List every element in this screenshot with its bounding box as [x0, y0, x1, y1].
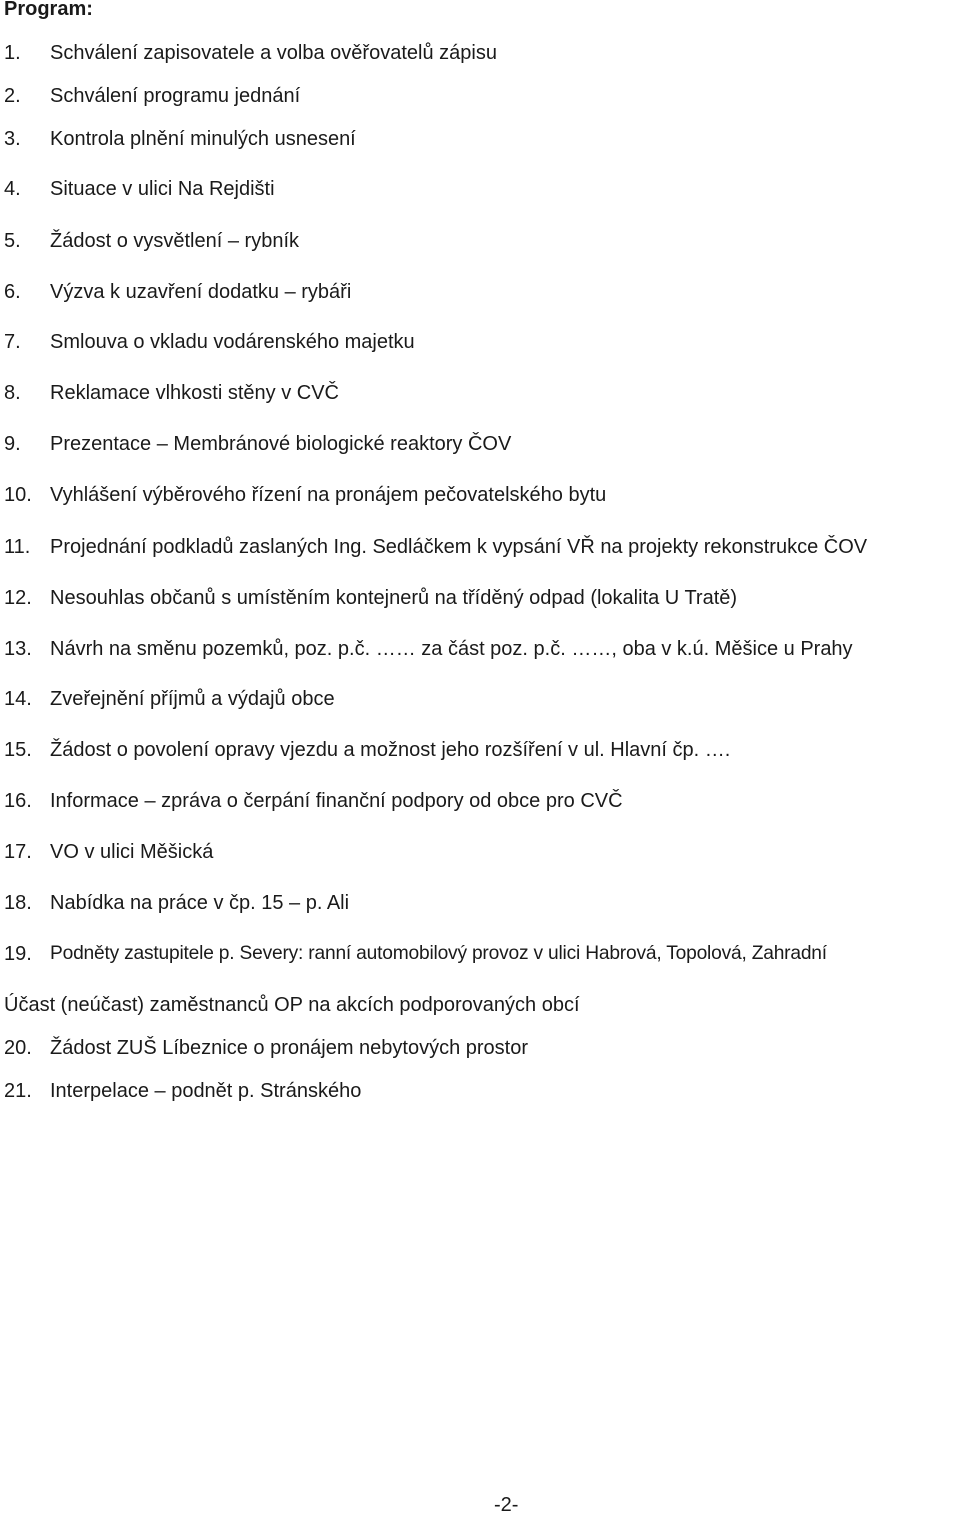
item-text: Informace – zpráva o čerpání finanční podpory od obce pro CVČ [50, 790, 623, 812]
item-text: Podněty zastupitele p. Severy: ranní automobilový provoz v ulici Habrová, Topolová, Zahradní [50, 943, 827, 964]
item-text: Kontrola plnění minulých usnesení [50, 128, 356, 150]
item-number: 1. [4, 42, 21, 64]
program-heading: Program: [4, 0, 93, 20]
item-number: 12. [4, 587, 32, 609]
item-text: Výzva k uzavření dodatku – rybáři [50, 281, 352, 303]
item-number: 17. [4, 841, 32, 863]
item-text: Projednání podkladů zaslaných Ing. Sedláčkem k vypsání VŘ na projekty rekonstrukce ČOV [50, 536, 868, 558]
item-text: Schválení zapisovatele a volba ověřovatelů zápisu [50, 42, 497, 64]
item-number: 11. [4, 536, 31, 558]
item-number: 2. [4, 85, 21, 107]
item-text: Smlouva o vkladu vodárenského majetku [50, 331, 415, 353]
item-number: 7. [4, 331, 21, 353]
item-number: 14. [4, 688, 32, 710]
item-text: Návrh na směnu pozemků, poz. p.č. …… za část poz. p.č. ……, oba v k.ú. Měšice u Prahy [50, 638, 853, 660]
unnumbered-item: Účast (neúčast) zaměstnanců OP na akcích podporovaných obcí [4, 994, 580, 1016]
item-text: Žádost ZUŠ Líbeznice o pronájem nebytových prostor [50, 1037, 529, 1059]
item-number: 3. [4, 128, 21, 150]
item-text: Prezentace – Membránové biologické reaktory ČOV [50, 433, 512, 455]
item-text: Situace v ulici Na Rejdišti [50, 178, 275, 200]
item-text: Zveřejnění příjmů a výdajů obce [50, 688, 335, 710]
item-number: 4. [4, 178, 21, 200]
item-text: Žádost o povolení opravy vjezdu a možnost jeho rozšíření v ul. Hlavní čp. …. [50, 739, 731, 761]
item-number: 20. [4, 1037, 32, 1059]
item-number: 15. [4, 739, 32, 761]
item-text: Nabídka na práce v čp. 15 – p. Ali [50, 892, 350, 914]
item-text: Nesouhlas občanů s umístěním kontejnerů na tříděný odpad (lokalita U Tratě) [50, 587, 738, 609]
item-number: 5. [4, 230, 21, 252]
item-text: Žádost o vysvětlení – rybník [50, 230, 300, 252]
item-text: Schválení programu jednání [50, 85, 301, 107]
item-number: 9. [4, 433, 21, 455]
item-text: Reklamace vlhkosti stěny v CVČ [50, 382, 339, 404]
item-number: 16. [4, 790, 32, 812]
item-text: Vyhlášení výběrového řízení na pronájem pečovatelského bytu [50, 484, 607, 506]
item-number: 19. [4, 943, 32, 965]
item-number: 8. [4, 382, 21, 404]
item-number: 13. [4, 638, 32, 660]
item-number: 18. [4, 892, 32, 914]
item-text: Interpelace – podnět p. Stránského [50, 1080, 362, 1102]
item-text: VO v ulici Měšická [50, 841, 214, 863]
item-number: 6. [4, 281, 21, 303]
page-number: -2- [494, 1494, 519, 1516]
item-number: 10. [4, 484, 32, 506]
item-number: 21. [4, 1080, 32, 1102]
